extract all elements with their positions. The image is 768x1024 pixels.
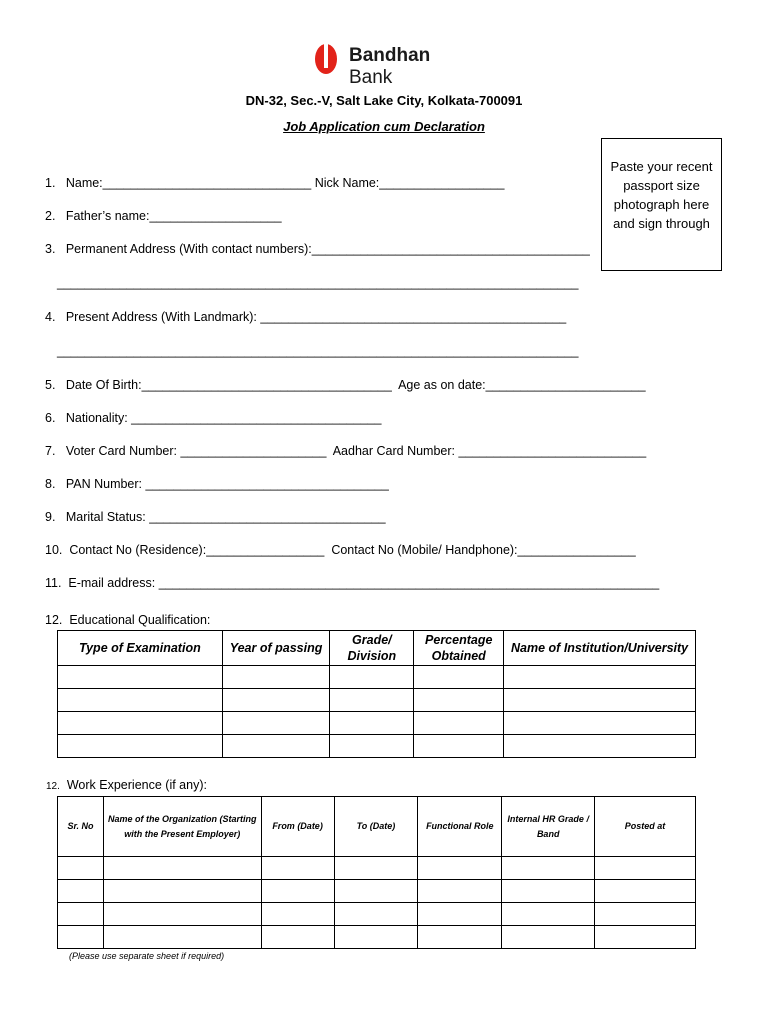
table-cell[interactable] <box>58 857 104 880</box>
table-row[interactable] <box>58 666 696 689</box>
table-cell[interactable] <box>502 926 595 949</box>
bank-address: DN-32, Sec.-V, Salt Lake City, Kolkata-700091 <box>245 93 523 108</box>
table-cell[interactable] <box>330 666 414 689</box>
header-organization: Name of the Organization (Starting with the Present Employer) <box>103 797 261 857</box>
table-cell[interactable] <box>504 712 696 735</box>
field-pan-number[interactable]: 8. PAN Number: ___________________________________ <box>45 477 389 491</box>
header-type-of-examination: Type of Examination <box>58 631 223 666</box>
header-grade-division: Grade/ Division <box>330 631 414 666</box>
table-cell[interactable] <box>222 735 330 758</box>
table-cell[interactable] <box>502 857 595 880</box>
field-fathers-name[interactable]: 2. Father’s name:___________________ <box>45 209 282 223</box>
table-cell[interactable] <box>222 666 330 689</box>
table-cell[interactable] <box>418 880 502 903</box>
table-cell[interactable] <box>330 689 414 712</box>
table-cell[interactable] <box>103 903 261 926</box>
header-hr-grade-band: Internal HR Grade / Band <box>502 797 595 857</box>
table-cell[interactable] <box>504 735 696 758</box>
header-from-date: From (Date) <box>261 797 334 857</box>
header-posted-at: Posted at <box>595 797 696 857</box>
field-voter-card[interactable]: 7. Voter Card Number: _____________________ Aadhar Card Number: ___________________________ <box>45 444 647 458</box>
table-cell[interactable] <box>58 880 104 903</box>
table-cell[interactable] <box>595 880 696 903</box>
table-cell[interactable] <box>58 903 104 926</box>
table-row[interactable] <box>58 880 696 903</box>
brand-name: Bandhan Bank <box>349 45 431 88</box>
table-cell[interactable] <box>334 926 418 949</box>
header-percentage-obtained: Percentage Obtained <box>414 631 504 666</box>
photo-placeholder: Paste your recent passport size photograph here and sign through <box>601 138 722 271</box>
table-row[interactable] <box>58 857 696 880</box>
table-cell[interactable] <box>504 666 696 689</box>
table-row[interactable] <box>58 735 696 758</box>
bandhan-bank-logo <box>313 38 458 88</box>
table-cell[interactable] <box>595 926 696 949</box>
field-nationality[interactable]: 6. Nationality: ____________________________________ <box>45 411 382 425</box>
field-permanent-address-line2[interactable]: ___________________________________________________________________________ <box>57 276 579 290</box>
table-cell[interactable] <box>418 926 502 949</box>
table-cell[interactable] <box>330 712 414 735</box>
bandhan-logo-icon <box>313 38 343 78</box>
table-row[interactable] <box>58 926 696 949</box>
section-work-experience <box>46 778 207 792</box>
table-cell[interactable] <box>334 857 418 880</box>
section-educational-qualification: 12. Educational Qualification: <box>45 613 211 627</box>
table-cell[interactable] <box>414 666 504 689</box>
field-email[interactable]: 11. E-mail address: ________________________________________________________________________ <box>45 576 660 590</box>
table-cell[interactable] <box>595 857 696 880</box>
header-year-of-passing: Year of passing <box>222 631 330 666</box>
header-functional-role: Functional Role <box>418 797 502 857</box>
table-cell[interactable] <box>502 880 595 903</box>
table-cell[interactable] <box>103 926 261 949</box>
table-cell[interactable] <box>414 712 504 735</box>
header-sr-no: Sr. No <box>58 797 104 857</box>
table-cell[interactable] <box>222 712 330 735</box>
table-cell[interactable] <box>595 903 696 926</box>
education-header-row <box>58 631 696 666</box>
table-cell[interactable] <box>58 735 223 758</box>
table-cell[interactable] <box>414 735 504 758</box>
table-cell[interactable] <box>418 903 502 926</box>
table-cell[interactable] <box>414 689 504 712</box>
header-to-date: To (Date) <box>334 797 418 857</box>
table-row[interactable] <box>58 689 696 712</box>
header-name-of-institution: Name of Institution/University <box>504 631 696 666</box>
table-cell[interactable] <box>58 926 104 949</box>
table-cell[interactable] <box>261 903 334 926</box>
field-marital-status[interactable]: 9. Marital Status: __________________________________ <box>45 510 386 524</box>
work-experience-table <box>57 796 696 949</box>
separate-sheet-note: (Please use separate sheet if required) <box>69 951 225 961</box>
table-cell[interactable] <box>504 689 696 712</box>
field-present-address[interactable]: 4. Present Address (With Landmark): ____________________________________________ <box>45 310 567 324</box>
table-row[interactable] <box>58 712 696 735</box>
field-name[interactable]: 1. Name:______________________________ Nick Name:__________________ <box>45 176 505 190</box>
field-date-of-birth[interactable]: 5. Date Of Birth:____________________________________ Age as on date:_______________________ <box>45 378 646 392</box>
section-number: 12. <box>46 781 60 792</box>
table-cell[interactable] <box>330 735 414 758</box>
field-permanent-address[interactable]: 3. Permanent Address (With contact numbers):________________________________________ <box>45 242 590 256</box>
table-cell[interactable] <box>58 689 223 712</box>
table-cell[interactable] <box>334 903 418 926</box>
table-cell[interactable] <box>502 903 595 926</box>
form-title: Job Application cum Declaration <box>283 119 485 134</box>
table-row[interactable] <box>58 903 696 926</box>
field-present-address-line2[interactable]: ___________________________________________________________________________ <box>57 344 579 358</box>
field-contact-no[interactable]: 10. Contact No (Residence):_________________ Contact No (Mobile/ Handphone):_________________ <box>45 543 636 557</box>
table-cell[interactable] <box>261 926 334 949</box>
work-header-row <box>58 797 696 857</box>
table-cell[interactable] <box>103 857 261 880</box>
table-cell[interactable] <box>222 689 330 712</box>
table-cell[interactable] <box>334 880 418 903</box>
table-cell[interactable] <box>58 666 223 689</box>
education-table <box>57 630 696 758</box>
section-label: Work Experience (if any): <box>66 778 207 792</box>
table-cell[interactable] <box>58 712 223 735</box>
table-cell[interactable] <box>261 880 334 903</box>
table-cell[interactable] <box>261 857 334 880</box>
table-cell[interactable] <box>103 880 261 903</box>
table-cell[interactable] <box>418 857 502 880</box>
